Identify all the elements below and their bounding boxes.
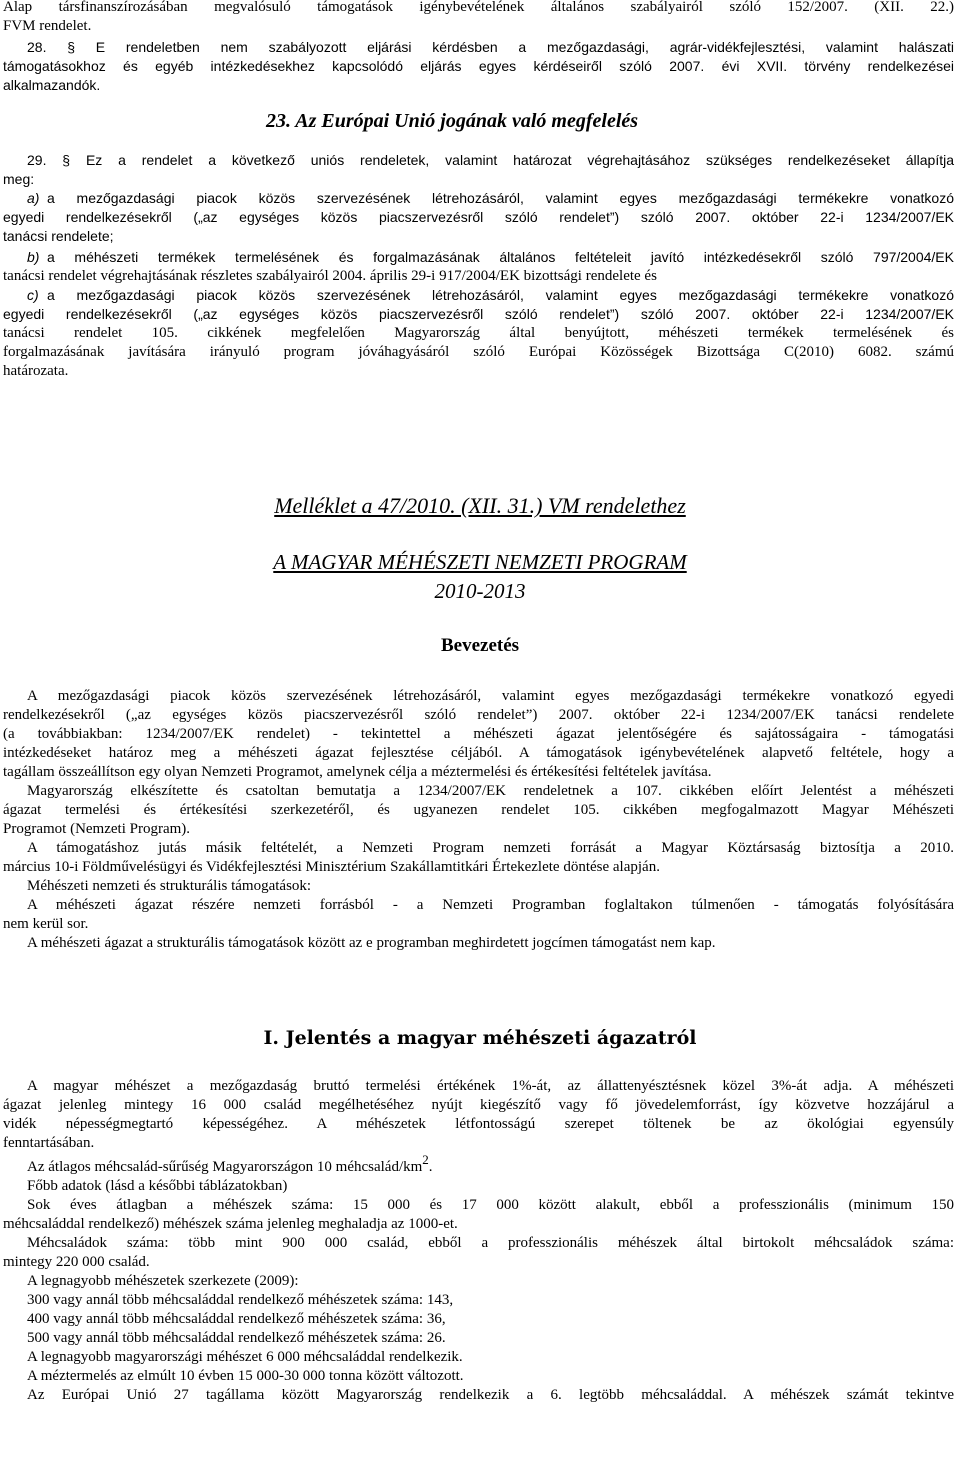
text-line: a mezőgazdasági piacok közös szervezésének létrehozásáról, valamint egyes mezőgazdasági termékekre vonatkozó <box>47 287 954 303</box>
text-line: a méhészeti termékek termelésének és forgalmazásának általános feltételeit javító intézkedésekről szóló 797/2004/EK <box>47 249 954 265</box>
list-marker-a: a) <box>27 190 40 206</box>
text-line: fenntartásában. <box>3 1135 95 1151</box>
text-line: Főbb adatok (lásd a későbbi táblázatokban) <box>27 1178 288 1194</box>
program-title: A MAGYAR MÉHÉSZETI NEMZETI PROGRAM <box>273 550 687 574</box>
text-line: Alap társfinanszírozásában megvalósuló támogatások igénybevételének általános szabályairól szóló 152/2007. (XII. 22.) <box>3 0 954 15</box>
list-marker-b: b) <box>27 249 40 265</box>
period: . <box>428 1159 433 1175</box>
text-line: 500 vagy annál több méhcsaláddal rendelkező méhészetek száma: 26. <box>27 1330 446 1346</box>
text-line: Programot (Nemzeti Program). <box>3 821 191 837</box>
text-line: meg: <box>3 171 35 187</box>
text-line: Sok éves átlagban a méhészek száma: 15 000 és 17 000 között alakult, ebből a professzionális (minimum 150 <box>27 1197 954 1213</box>
list-marker-c: c) <box>27 287 39 303</box>
section-28-line: 28. § E rendeletben nem szabályozott eljárási kérdésben a mezőgazdasági, agrár-vidékfejlesztési, valamint halászati <box>27 39 954 55</box>
text-line: 300 vagy annál több méhcsaláddal rendelkező méhészetek száma: 143, <box>27 1292 454 1308</box>
text-line: tanácsi rendelet 105. cikkének megfelelően Magyarország által benyújtott, méhészeti termékek termelésének és <box>3 325 954 341</box>
text-line: A támogatáshoz jutás másik feltételét, a Nemzeti Program nemzeti forrását a Magyar Köztársaság biztosítja a 2010. <box>27 840 954 856</box>
text-line: intézkedéseket határoz meg a méhészeti ágazat fejlesztése céljából. A támogatások igénybevételének alapvető feltétele, hogy a <box>3 745 954 761</box>
text-line: mintegy 220 000 család. <box>3 1254 150 1270</box>
section-i-heading: I. Jelentés a magyar méhészeti ágazatról <box>263 1027 697 1049</box>
text-line: tanácsi rendelet végrehajtásának részletes szabályairól 2004. április 29-i 917/2004/EK bizottsági rendelete és <box>3 268 657 284</box>
text-line: (a továbbiakban: 1234/2007/EK rendelet) - tekintettel a méhészeti ágazat jelentőségére és sajátosságaira - támogatási <box>3 726 954 742</box>
text-line: március 10-i Földművelésügyi és Vidékfejlesztési Minisztérium Szakállamtitkári Értekezlete döntése alapján. <box>3 859 660 875</box>
text-line: alkalmazandók. <box>3 77 101 93</box>
section-29-line: 29. § Ez a rendelet a következő uniós rendeletek, valamint határozat végrehajtásához szükséges rendelkezéseket állapítja <box>27 152 954 168</box>
text-line: FVM rendelet. <box>3 18 92 34</box>
text-line: A mezőgazdasági piacok közös szervezésének létrehozásáról, valamint egyes mezőgazdasági termékekre vonatkozó egyedi <box>27 688 954 704</box>
density-text: Az átlagos méhcsalád-sűrűség Magyarországon 10 méhcsalád/km <box>27 1159 423 1175</box>
text-line: rendelkezésekről („az egységes közös piacszervezésről szóló rendelet”) 2007. október 22-i 1234/2007/EK tanácsi rendelete <box>3 707 954 723</box>
text-line: tanácsi rendelete; <box>3 228 114 244</box>
text-line: vidék népességmegtartó képességéhez. A méhészetek létfontosságú szerepet töltenek be az ökológiai egyensúly <box>3 1116 954 1132</box>
text-line: Méhcsaládok száma: több mint 900 000 család, ebből a professzionális méhészek által birtokolt méhcsaládok száma: <box>27 1235 954 1251</box>
text-line: A méhészeti ágazat részére nemzeti forrásból - a Nemzeti Programban foglaltakon túlmenően - támogatás folyósítására <box>27 897 954 913</box>
intro-heading: Bevezetés <box>440 635 520 656</box>
section-23-heading: 23. Az Európai Unió jogának való megfelelés <box>266 110 639 132</box>
text-line: Magyarország elkészítette és csatoltan bemutatja a 1234/2007/EK rendeletnek a 107. cikkében előírt Jelentést a méhészeti <box>27 783 954 799</box>
text-line: egyedi rendelkezésekről („az egységes közös piacszervezésről szóló rendelet”) szóló 2007. október 22-i 1234/2007/EK <box>3 306 954 322</box>
text-line: a mezőgazdasági piacok közös szervezésének létrehozásáról, valamint egyes mezőgazdasági termékekre vonatkozó <box>47 190 954 206</box>
text-line: tagállam összeállítson egy olyan Nemzeti Programot, amelynek célja a méztermelési és értékesítési feltételek javítása. <box>3 764 712 780</box>
annex-title: Melléklet a 47/2010. (XII. 31.) VM rendelethez <box>274 493 686 518</box>
text-line: ágazat termelési és értékesítési szerkezetéről, és ugyanezen rendelet 105. cikkében megfogalmazott Magyar Méhészeti <box>3 802 954 818</box>
text-line: forgalmazásának javítására irányuló program jóváhagyásáról szóló Európai Közösségek Bizottsága C(2010) 6082. számú <box>3 344 954 360</box>
text-line: 400 vagy annál több méhcsaláddal rendelkező méhészetek száma: 36, <box>27 1311 446 1327</box>
text-line: határozata. <box>3 363 69 379</box>
text-line: támogatásokhoz és egyéb intézkedésekhez kapcsolódó eljárás egyes kérdéseiről szóló 2007. évi XVII. törvény rendelkezései <box>3 58 954 74</box>
text-line: A magyar méhészet a mezőgazdaság bruttó termelési értékének 1%-át, az állattenyésztésnek közel 3%-át adja. A méhészeti <box>27 1078 954 1094</box>
text-line: Méhészeti nemzeti és strukturális támogatások: <box>27 878 312 894</box>
program-years: 2010-2013 <box>434 579 526 603</box>
text-line: egyedi rendelkezésekről („az egységes közös piacszervezésről szóló rendelet”) szóló 2007. október 22-i 1234/2007/EK <box>3 209 954 225</box>
text-line: A méztermelés az elmúlt 10 évben 15 000-30 000 tonna között változott. <box>27 1368 464 1384</box>
density-line <box>27 1152 433 1177</box>
text-line: Az Európai Unió 27 tagállama között Magyarország rendelkezik a 6. legtöbb méhcsaláddal. A méhészek számát tekintve <box>27 1387 954 1403</box>
text-line: ágazat jelenleg mintegy 16 000 család megélhetéséhez nyújt kiegészítő vagy fő jövedelemforrást, így közvetve hozzájárul a <box>3 1097 954 1113</box>
text-line: A legnagyobb méhészetek szerkezete (2009): <box>27 1273 299 1289</box>
text-line: A méhészeti ágazat a strukturális támogatások között az e programban meghirdetett jogcímen támogatást nem kap. <box>27 935 716 951</box>
text-line: nem kerül sor. <box>3 916 89 932</box>
text-line: méhcsaláddal rendelkező) méhészek száma jelenleg meghaladja az 1000-et. <box>3 1216 458 1232</box>
superscript: 2 <box>422 1152 429 1167</box>
text-line: A legnagyobb magyarországi méhészet 6 000 méhcsaláddal rendelkezik. <box>27 1349 463 1365</box>
